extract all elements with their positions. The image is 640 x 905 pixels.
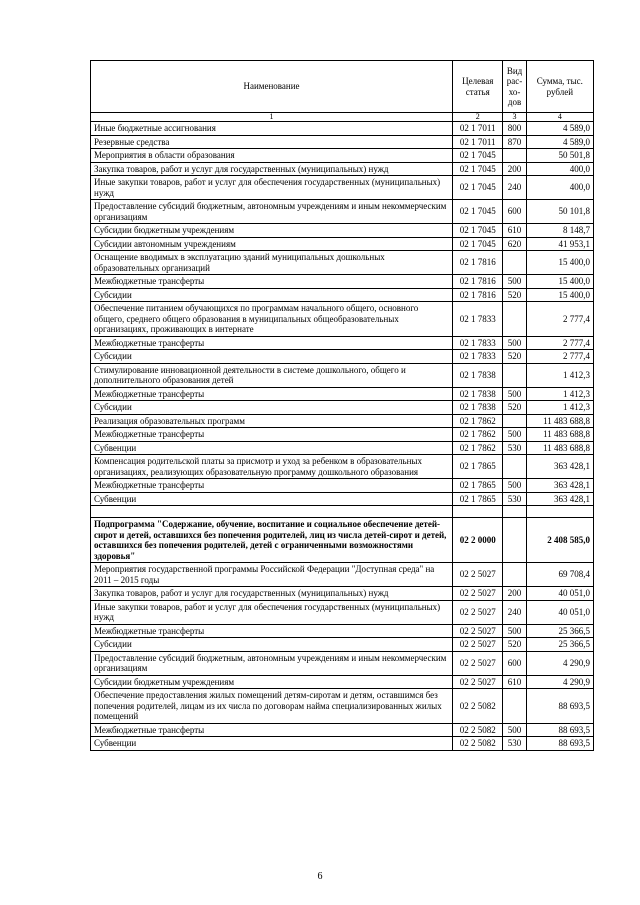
row-sum-cell: 1 412,3: [526, 363, 593, 387]
row-name-cell: Закупка товаров, работ и услуг для государственных (муниципальных) нужд: [91, 587, 453, 601]
row-name-cell: Субсидии: [91, 401, 453, 415]
row-code-cell: 02 1 7862: [452, 414, 503, 428]
row-name-cell: Субсидии бюджетным учреждениям: [91, 224, 453, 238]
row-code-cell: 02 1 7865: [452, 455, 503, 479]
row-code-cell: 02 2 5082: [452, 689, 503, 724]
row-code-cell: 02 1 7838: [452, 401, 503, 415]
row-type-cell: 800: [503, 122, 526, 136]
row-sum-cell: 25 366,5: [526, 624, 593, 638]
row-sum-cell: 40 051,0: [526, 587, 593, 601]
row-type-cell: [503, 302, 526, 337]
row-sum-cell: 88 693,5: [526, 723, 593, 737]
table-row: [91, 224, 594, 238]
row-code-cell: 02 1 7865: [452, 492, 503, 506]
row-type-cell: 520: [503, 288, 526, 302]
row-type-cell: 200: [503, 587, 526, 601]
row-sum-cell: 15 400,0: [526, 251, 593, 275]
row-type-cell: 600: [503, 651, 526, 675]
row-code-cell: 02 1 7045: [452, 200, 503, 224]
row-code-cell: 02 2 5027: [452, 624, 503, 638]
row-code-cell: 02 2 5082: [452, 723, 503, 737]
row-code-cell: 02 1 7045: [452, 162, 503, 176]
row-name-cell: Предоставление субсидий бюджетным, автономным учреждениям и иным некоммерческим организациям: [91, 200, 453, 224]
row-sum-cell: 2 777,4: [526, 350, 593, 364]
row-type-cell: [503, 563, 526, 587]
row-name-cell: Субсидии: [91, 350, 453, 364]
header-code: Целевая статья: [452, 61, 503, 113]
row-type-cell: [503, 414, 526, 428]
row-sum-cell: 4 589,0: [526, 135, 593, 149]
row-code-cell: 02 2 5027: [452, 563, 503, 587]
row-code-cell: 02 2 5027: [452, 638, 503, 652]
row-code-cell: 02 1 7833: [452, 350, 503, 364]
row-sum-cell: 11 483 688,8: [526, 428, 593, 442]
row-name-cell: Реализация образовательных программ: [91, 414, 453, 428]
row-name-cell: Компенсация родительской платы за присмотр и уход за ребенком в образовательных организациях, реализующих образовательную программу дошкольного образования: [91, 455, 453, 479]
row-type-cell: 600: [503, 200, 526, 224]
table-header-row: [91, 61, 594, 113]
row-type-cell: [503, 149, 526, 163]
row-code-cell: 02 2 5027: [452, 600, 503, 624]
table-row: [91, 275, 594, 289]
row-type-cell: 200: [503, 162, 526, 176]
row-name-cell: Иные закупки товаров, работ и услуг для обеспечения государственных (муниципальных) нужд: [91, 600, 453, 624]
table-row: [91, 624, 594, 638]
row-code-cell: 02 1 7833: [452, 336, 503, 350]
table-row: [91, 414, 594, 428]
row-sum-cell: 8 148,7: [526, 224, 593, 238]
row-type-cell: 500: [503, 479, 526, 493]
row-name-cell: Субсидии бюджетным учреждениям: [91, 675, 453, 689]
row-type-cell: 240: [503, 176, 526, 200]
row-sum-cell: 363 428,1: [526, 492, 593, 506]
row-name-cell: Обеспечение предоставления жилых помещений детям-сиротам и детям, оставшимся без попечения родителей, лицам из их числа по договорам найма специализированных жилых помещений: [91, 689, 453, 724]
row-type-cell: 520: [503, 401, 526, 415]
table-row: [91, 600, 594, 624]
row-code-cell: 02 1 7045: [452, 224, 503, 238]
table-row: [91, 288, 594, 302]
table-row: [91, 237, 594, 251]
row-code-cell: 02 2 5027: [452, 675, 503, 689]
row-sum-cell: 2 777,4: [526, 336, 593, 350]
table-body: [91, 122, 594, 751]
row-sum-cell: 50 101,8: [526, 200, 593, 224]
row-type-cell: [503, 363, 526, 387]
table-row: [91, 479, 594, 493]
row-sum-cell: 400,0: [526, 176, 593, 200]
row-type-cell: 520: [503, 638, 526, 652]
column-number: 2: [452, 113, 503, 122]
row-type-cell: 610: [503, 675, 526, 689]
table-row: [91, 387, 594, 401]
row-code-cell: 02 1 7838: [452, 387, 503, 401]
row-name-cell: Оснащение вводимых в эксплуатацию зданий муниципальных дошкольных образовательных организаций: [91, 251, 453, 275]
row-name-cell: Субвенции: [91, 492, 453, 506]
row-sum-cell: 1 412,3: [526, 387, 593, 401]
row-type-cell: [503, 455, 526, 479]
row-sum-cell: 11 483 688,8: [526, 414, 593, 428]
row-name-cell: Резервные средства: [91, 135, 453, 149]
budget-table: [90, 60, 594, 751]
row-code-cell: 02 1 7045: [452, 176, 503, 200]
row-code-cell: 02 1 7838: [452, 363, 503, 387]
row-sum-cell: 88 693,5: [526, 689, 593, 724]
row-sum-cell: 15 400,0: [526, 275, 593, 289]
row-code-cell: 02 1 7816: [452, 288, 503, 302]
row-sum-cell: 50 501,8: [526, 149, 593, 163]
row-name-cell: Мероприятия государственной программы Российской Федерации "Доступная среда" на 2011 – 2015 годы: [91, 563, 453, 587]
row-type-cell: [503, 506, 526, 518]
row-sum-cell: 2 408 585,0: [526, 518, 593, 563]
row-code-cell: 02 1 7045: [452, 237, 503, 251]
row-sum-cell: 15 400,0: [526, 288, 593, 302]
row-sum-cell: 69 708,4: [526, 563, 593, 587]
row-sum-cell: 11 483 688,8: [526, 441, 593, 455]
row-sum-cell: 4 290,9: [526, 651, 593, 675]
table-row: [91, 135, 594, 149]
row-sum-cell: 363 428,1: [526, 479, 593, 493]
table-row: [91, 455, 594, 479]
table-row: [91, 350, 594, 364]
table-row: [91, 563, 594, 587]
row-name-cell: Иные бюджетные ассигнования: [91, 122, 453, 136]
row-code-cell: 02 1 7833: [452, 302, 503, 337]
row-sum-cell: 41 953,1: [526, 237, 593, 251]
row-type-cell: [503, 518, 526, 563]
row-name-cell: Предоставление субсидий бюджетным, автономным учреждениям и иным некоммерческим организациям: [91, 651, 453, 675]
row-name-cell: Межбюджетные трансферты: [91, 479, 453, 493]
column-number: 4: [526, 113, 593, 122]
table-row: [91, 518, 594, 563]
row-code-cell: 02 1 7862: [452, 428, 503, 442]
table-row: [91, 162, 594, 176]
row-type-cell: 520: [503, 350, 526, 364]
table-row: [91, 363, 594, 387]
row-name-cell: Подпрограмма "Содержание, обучение, воспитание и социальное обеспечение детей-сирот и детей, оставшихся без попечения родителей, лиц из числа детей-сирот и детей, оставшихся без попечения родителей, детей с ограниченными возможностями здоровья": [91, 518, 453, 563]
table-row: [91, 428, 594, 442]
row-type-cell: 500: [503, 275, 526, 289]
row-sum-cell: 25 366,5: [526, 638, 593, 652]
table-row: [91, 251, 594, 275]
row-sum-cell: 2 777,4: [526, 302, 593, 337]
header-type: Вид рас- хо- дов: [503, 61, 526, 113]
row-name-cell: Обеспечение питанием обучающихся по программам начального общего, основного общего, среднего общего образования в муниципальных общеобразовательных организациях, проживающих в интернате: [91, 302, 453, 337]
row-name-cell: Межбюджетные трансферты: [91, 624, 453, 638]
table-row: [91, 441, 594, 455]
table-row: [91, 302, 594, 337]
row-type-cell: 870: [503, 135, 526, 149]
row-code-cell: 02 1 7011: [452, 135, 503, 149]
row-code-cell: 02 1 7816: [452, 251, 503, 275]
row-type-cell: [503, 251, 526, 275]
row-code-cell: 02 1 7011: [452, 122, 503, 136]
table-row: [91, 149, 594, 163]
row-name-cell: Закупка товаров, работ и услуг для государственных (муниципальных) нужд: [91, 162, 453, 176]
row-sum-cell: 4 290,9: [526, 675, 593, 689]
table-row: [91, 651, 594, 675]
header-name: Наименование: [91, 61, 453, 113]
row-name-cell: Межбюджетные трансферты: [91, 428, 453, 442]
column-number: 1: [91, 113, 453, 122]
row-name-cell: Субсидии автономным учреждениям: [91, 237, 453, 251]
page-number: 6: [317, 871, 323, 882]
table-row: [91, 638, 594, 652]
row-name-cell: Межбюджетные трансферты: [91, 275, 453, 289]
table-row: [91, 675, 594, 689]
column-number-row: [91, 113, 594, 122]
row-type-cell: 500: [503, 624, 526, 638]
row-type-cell: 530: [503, 441, 526, 455]
column-number: 3: [503, 113, 526, 122]
row-code-cell: 02 2 5027: [452, 651, 503, 675]
table-row: [91, 336, 594, 350]
row-code-cell: 02 1 7862: [452, 441, 503, 455]
row-name-cell: Субвенции: [91, 441, 453, 455]
row-type-cell: [503, 689, 526, 724]
row-name-cell: Межбюджетные трансферты: [91, 336, 453, 350]
row-code-cell: 02 1 7816: [452, 275, 503, 289]
table-row: [91, 122, 594, 136]
row-code-cell: 02 2 5082: [452, 737, 503, 751]
table-row: [91, 401, 594, 415]
row-sum-cell: 40 051,0: [526, 600, 593, 624]
row-name-cell: Субвенции: [91, 737, 453, 751]
row-type-cell: 530: [503, 737, 526, 751]
row-type-cell: 500: [503, 428, 526, 442]
row-sum-cell: 363 428,1: [526, 455, 593, 479]
row-code-cell: 02 1 7865: [452, 479, 503, 493]
row-sum-cell: 1 412,3: [526, 401, 593, 415]
row-sum-cell: [526, 506, 593, 518]
row-type-cell: 240: [503, 600, 526, 624]
row-code-cell: 02 2 0000: [452, 518, 503, 563]
row-code-cell: [452, 506, 503, 518]
table-row: [91, 506, 594, 518]
row-type-cell: 530: [503, 492, 526, 506]
row-name-cell: [91, 506, 453, 518]
row-name-cell: Межбюджетные трансферты: [91, 387, 453, 401]
table-row: [91, 737, 594, 751]
row-type-cell: 500: [503, 336, 526, 350]
row-type-cell: 610: [503, 224, 526, 238]
row-name-cell: Межбюджетные трансферты: [91, 723, 453, 737]
table-row: [91, 689, 594, 724]
row-code-cell: 02 2 5027: [452, 587, 503, 601]
row-type-cell: 500: [503, 723, 526, 737]
row-type-cell: 620: [503, 237, 526, 251]
table-row: [91, 200, 594, 224]
row-type-cell: 500: [503, 387, 526, 401]
table-row: [91, 492, 594, 506]
table-row: [91, 176, 594, 200]
header-sum: Сумма, тыс. рублей: [526, 61, 593, 113]
table-row: [91, 587, 594, 601]
row-sum-cell: 400,0: [526, 162, 593, 176]
row-name-cell: Субсидии: [91, 288, 453, 302]
row-name-cell: Иные закупки товаров, работ и услуг для обеспечения государственных (муниципальных) нужд: [91, 176, 453, 200]
row-sum-cell: 88 693,5: [526, 737, 593, 751]
row-name-cell: Стимулирование инновационной деятельности в системе дошкольного, общего и дополнительного образования детей: [91, 363, 453, 387]
table-row: [91, 723, 594, 737]
row-name-cell: Мероприятия в области образования: [91, 149, 453, 163]
row-code-cell: 02 1 7045: [452, 149, 503, 163]
row-sum-cell: 4 589,0: [526, 122, 593, 136]
row-name-cell: Субсидии: [91, 638, 453, 652]
